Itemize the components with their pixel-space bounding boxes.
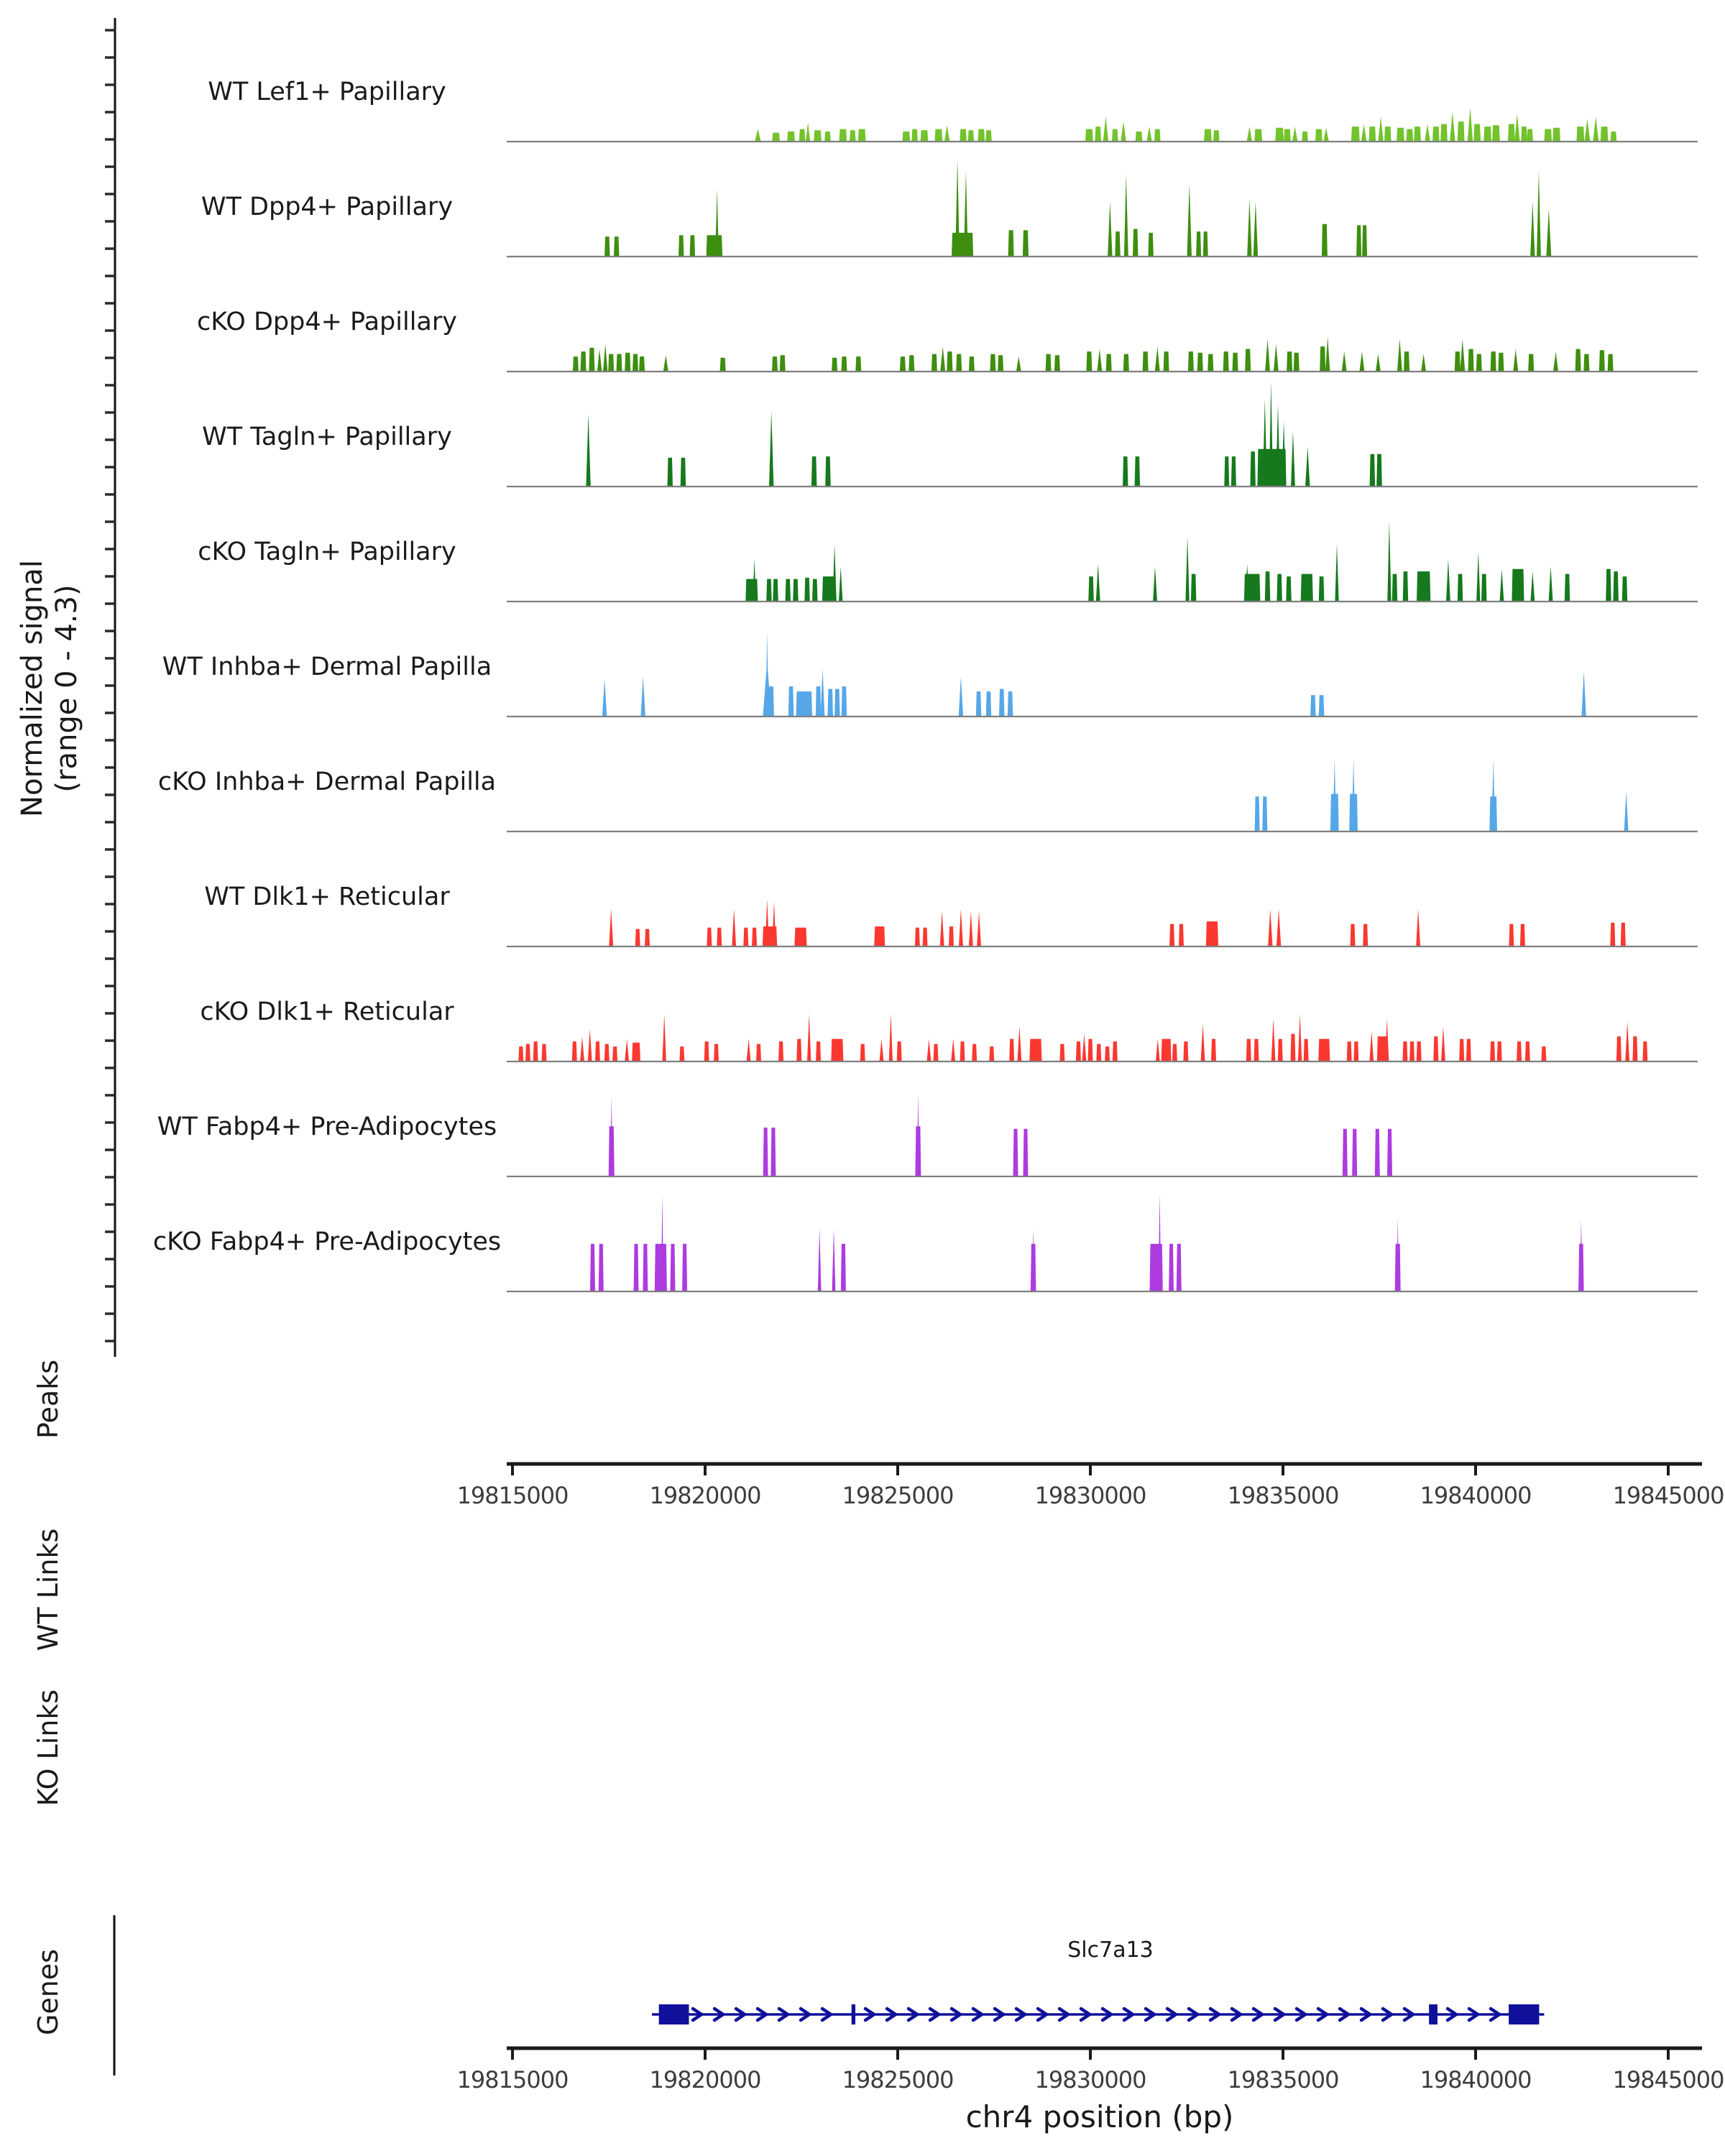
section-label-peaks: Peaks [32,1359,64,1439]
gene-name-label: Slc7a13 [1067,1938,1154,1963]
axis-tick-label: 19835000 [1227,2066,1339,2093]
signal-track [158,759,1698,831]
section-label-wt-links: WT Links [32,1528,64,1651]
track-label: cKO Inhba+ Dermal Papilla [157,768,497,796]
signal-track [198,521,1698,602]
axis-tick-label: 19835000 [1227,1482,1339,1509]
signal-track [202,382,1698,487]
track-label: WT Tagln+ Papillary [202,423,452,451]
signal-tracks [153,78,1698,1291]
track-label: cKO Dlk1+ Reticular [200,998,454,1026]
section-label-genes: Genes [32,1948,64,2036]
track-signal-area [602,631,1586,717]
track-label: cKO Fabp4+ Pre-Adipocytes [152,1227,502,1256]
peaks-position-axis [457,1464,1724,1509]
axis-tick-label: 19840000 [1420,2066,1532,2093]
track-signal-area [586,382,1381,487]
axis-tick-label: 19815000 [456,1482,569,1509]
track-signal-area [590,1194,1584,1291]
track-signal-area [518,1014,1647,1061]
signal-track [162,631,1698,717]
signal-track [200,998,1698,1061]
track-label: WT Lef1+ Papillary [208,78,446,106]
section-labels [32,1360,114,2076]
track-signal-area [745,521,1627,602]
x-axis-title: chr4 position (bp) [965,2099,1234,2134]
track-signal-area [1255,759,1629,831]
y-axis-label-line2: (range 0 - 4.3) [50,584,83,793]
gene-exon [852,2004,855,2024]
axis-tick-label: 19820000 [649,2066,761,2093]
y-axis-label-line1: Normalized signal [16,560,49,817]
signal-y-axis [105,18,115,1357]
track-label: WT Dlk1+ Reticular [204,883,450,911]
axis-tick-label: 19840000 [1420,1482,1532,1509]
signal-y-axis-label [16,560,83,817]
track-label: WT Dpp4+ Papillary [201,193,454,221]
axis-tick-label: 19830000 [1034,1482,1146,1509]
track-label: cKO Tagln+ Papillary [198,538,456,566]
section-label-ko-links: KO Links [32,1689,64,1807]
track-signal-area [573,336,1614,372]
track-signal-area [609,899,1626,946]
axis-tick-label: 19820000 [649,1482,761,1509]
track-signal-area [755,108,1616,142]
axis-tick-label: 19815000 [456,2066,569,2093]
bottom-position-axis [457,2048,1724,2134]
signal-track [197,308,1698,372]
track-label: WT Fabp4+ Pre-Adipocytes [157,1112,497,1141]
axis-tick-label: 19830000 [1034,2066,1146,2093]
gene-exon [1429,2004,1438,2024]
track-label: cKO Dpp4+ Papillary [197,308,457,336]
track-signal-area [609,1094,1392,1176]
track-signal-area [604,159,1551,257]
signal-track [201,159,1698,257]
axis-tick-label: 19825000 [842,2066,954,2093]
gene-exon [1509,2004,1539,2024]
signal-track [208,78,1698,142]
signal-track [153,1194,1698,1291]
axis-tick-label: 19845000 [1612,2066,1724,2093]
axis-tick-label: 19845000 [1612,1482,1724,1509]
gene-model [652,1938,1544,2024]
gene-exon [659,2004,689,2024]
axis-tick-label: 19825000 [842,1482,954,1509]
track-label: WT Inhba+ Dermal Papilla [162,653,492,681]
signal-track [204,883,1698,946]
signal-track [157,1094,1698,1176]
